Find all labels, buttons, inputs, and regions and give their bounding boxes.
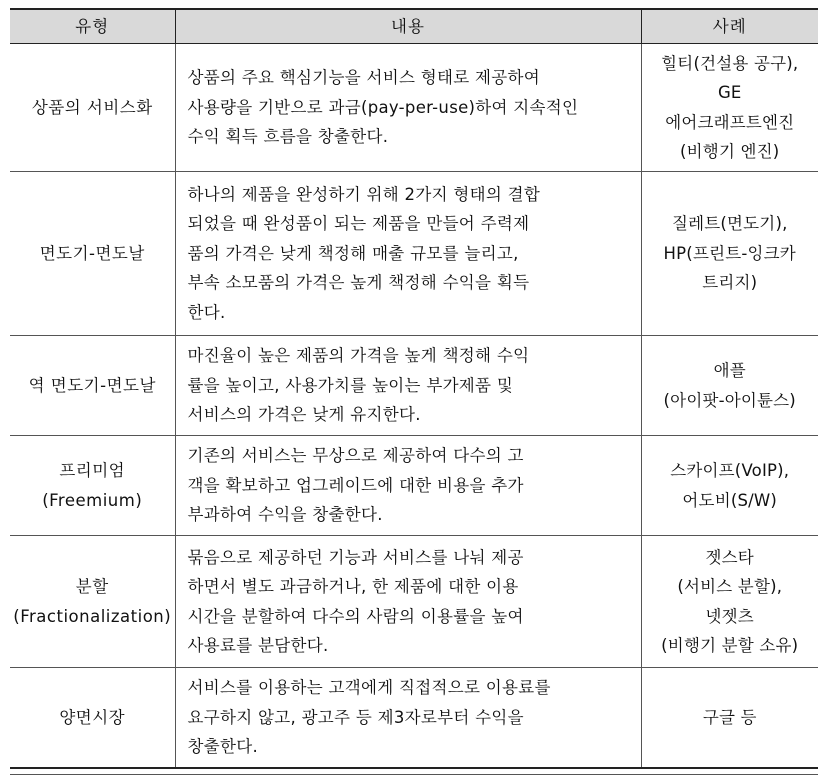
content-cell [175, 44, 641, 172]
header-content: 내용 [175, 9, 641, 44]
content-line: 부과하여 수익을 창출한다. [187, 505, 383, 525]
example-line: (비행기 분할 소유) [661, 636, 799, 655]
example-line: (아이팟-아이튠스) [663, 390, 796, 410]
type-line: 면도기-면도날 [39, 243, 145, 263]
example-line: 젯스타 [705, 547, 754, 567]
content-line: 묶음으로 제공하던 기능과 서비스를 나눠 제공 [187, 547, 524, 567]
table-row [10, 336, 818, 436]
type-line: (Freemium) [42, 490, 143, 510]
table-row [10, 44, 818, 172]
content-line: 한다. [187, 302, 226, 322]
content-line: 기존의 서비스는 무상으로 제공하여 다수의 고 [187, 446, 524, 466]
table-row [10, 536, 818, 668]
type-cell [10, 44, 175, 172]
example-cell [641, 536, 818, 668]
type-cell [10, 336, 175, 436]
type-cell [10, 436, 175, 536]
example-line: 트리지) [702, 273, 758, 293]
content-line: 시간을 분할하여 다수의 사람의 이용률을 높여 [187, 606, 524, 626]
content-line: 사용료를 분담한다. [187, 636, 329, 655]
type-line: 프리미엄 [59, 461, 126, 480]
content-line: 하나의 제품을 완성하기 위해 2가지 형태의 결합 [187, 184, 541, 204]
example-line: (비행기 엔진) [680, 142, 780, 161]
table-row [10, 172, 818, 336]
content-line: 서비스를 이용하는 고객에게 직접적으로 이용료를 [187, 678, 551, 697]
header-example: 사례 [641, 9, 818, 44]
example-line: 애플 [713, 361, 746, 380]
content-line: 객을 확보하고 업그레이드에 대한 비용을 추가 [187, 475, 524, 495]
header-type: 유형 [10, 9, 175, 44]
example-cell [641, 668, 818, 768]
type-line: 양면시장 [59, 707, 126, 727]
example-line: 스카이프(VoIP), [670, 461, 790, 480]
table-header-row [10, 9, 818, 44]
business-model-table [10, 8, 818, 769]
content-cell [175, 336, 641, 436]
content-line: 수익 획득 흐름을 창출한다. [187, 127, 389, 147]
type-line: (Fractionalization) [13, 606, 172, 626]
content-line: 상품의 주요 핵심기능을 서비스 형태로 제공하여 [187, 68, 541, 88]
table-row [10, 668, 818, 768]
content-line: 요구하지 않고, 광고주 등 제3자로부터 수익을 [187, 707, 524, 727]
content-cell [175, 536, 641, 668]
content-line: 마진율이 높은 제품의 가격을 높게 책정해 수익 [187, 346, 530, 366]
example-cell [641, 172, 818, 336]
example-cell [641, 436, 818, 536]
content-line: 창출한다. [187, 737, 259, 756]
content-line: 하면서 별도 과금하거나, 한 제품에 대한 이용 [187, 577, 519, 596]
example-line: 에어크래프트엔진 [665, 112, 795, 132]
example-line: (서비스 분할), [677, 577, 783, 596]
content-line: 부속 소모품의 가격은 높게 책정해 수익을 획득 [187, 273, 530, 293]
example-line: 힐티(건설용 공구), [661, 53, 799, 73]
type-line: 역 면도기-면도날 [28, 375, 156, 395]
example-line: HP(프린트-잉크카 [663, 243, 796, 263]
content-cell [175, 172, 641, 336]
example-line: 구글 등 [702, 707, 757, 727]
type-line: 분할 [75, 577, 109, 596]
content-line: 품의 가격은 낮게 책정해 매출 규모를 늘리고, [187, 243, 519, 263]
type-line: 상품의 서비스화 [31, 97, 153, 117]
example-line: 넷젯츠 [705, 606, 754, 626]
bottom-rule [10, 774, 818, 775]
example-line: 질레트(면도기), [671, 214, 788, 234]
content-line: 사용량을 기반으로 과금(pay-per-use)하여 지속적인 [187, 97, 579, 117]
content-line: 되었을 때 완성품이 되는 제품을 만들어 주력제 [187, 214, 530, 234]
type-cell [10, 668, 175, 768]
example-cell [641, 44, 818, 172]
type-cell [10, 172, 175, 336]
example-line: 어도비(S/W) [682, 490, 778, 510]
content-cell [175, 668, 641, 768]
content-line: 서비스의 가격은 낮게 유지한다. [187, 405, 421, 425]
table-row [10, 436, 818, 536]
content-cell [175, 436, 641, 536]
example-line: GE [717, 83, 742, 102]
example-cell [641, 336, 818, 436]
content-line: 률을 높이고, 사용가치를 높이는 부가제품 및 [187, 375, 514, 395]
type-cell [10, 536, 175, 668]
